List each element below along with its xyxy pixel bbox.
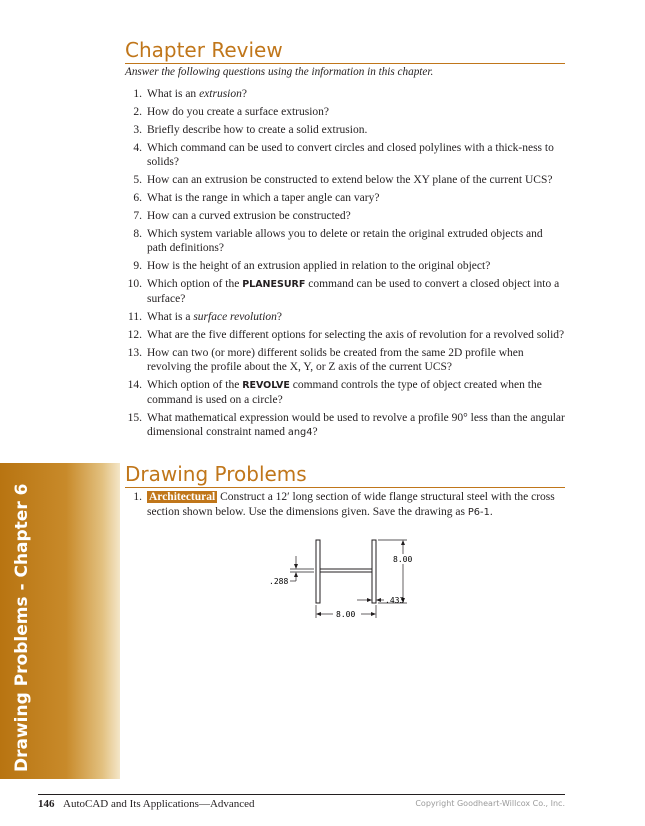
- dim-web-label: .288: [269, 577, 289, 586]
- review-instructions: Answer the following questions using the information in this chapter.: [125, 66, 434, 78]
- dim-height-label: 8.00: [393, 555, 413, 564]
- footer-divider: [38, 794, 565, 795]
- left-flange: [316, 540, 320, 603]
- web: [320, 569, 372, 572]
- question-15: 15. What mathematical expression would be used to revolve a profile 90° less than the angular dimensional constraint named ang4?: [127, 411, 565, 439]
- question-13: 13. How can two (or more) different solids be created from the same 2D profile when revolving the profile about the X, Y, or Z axis of the current UCS?: [127, 346, 524, 373]
- question-14: 14. Which option of the REVOLVE command controls the type of object created when the command is used on a circle?: [127, 378, 542, 407]
- question-9: 9. How is the height of an extrusion applied in relation to the original object?: [133, 259, 491, 272]
- question-5: 5. How can an extrusion be constructed to extend below the XY plane of the current UCS?: [133, 173, 553, 186]
- page-number: 146: [38, 798, 55, 810]
- copyright-notice: Copyright Goodheart-Willcox Co., Inc.: [415, 799, 565, 808]
- drawing-problem-list: [125, 490, 565, 520]
- question-7: 7. How can a curved extrusion be constructed?: [133, 209, 351, 222]
- dim-flange-label: .433: [385, 596, 405, 605]
- book-title: AutoCAD and Its Applications—Advanced: [63, 798, 255, 810]
- chapter-review-heading: Chapter Review: [125, 38, 565, 64]
- question-12: 12. What are the five different options for selecting the axis of revolution for a revolved solid?: [127, 328, 565, 341]
- question-1: 1. What is an extrusion?: [133, 88, 247, 100]
- dim-width-label: 8.00: [336, 610, 356, 618]
- question-11: 11. What is a surface revolution?: [128, 310, 282, 323]
- question-10: 10. Which option of the PLANESURF command can be used to convert a closed object into a surface?: [127, 277, 560, 305]
- architectural-badge: Architectural: [149, 491, 216, 503]
- wide-flange-cross-section-figure: [265, 538, 425, 618]
- review-question-list: [125, 87, 565, 444]
- question-3: 3. Briefly describe how to create a solid extrusion.: [133, 123, 368, 136]
- side-tab-label: Drawing Problems - Chapter 6: [12, 483, 32, 772]
- question-6: 6. What is the range in which a taper angle can vary?: [133, 191, 380, 204]
- problem-1: 1. Architectural Construct a 12′ long section of wide flange structural steel with the cross section shown below. Use the dimensions given. Save the drawing as P6-1.: [133, 491, 555, 518]
- question-8: 8. Which system variable allows you to delete or retain the original extruded objects and path definitions?: [133, 227, 543, 254]
- drawing-problems-heading: Drawing Problems: [125, 462, 565, 488]
- question-2: 2. How do you create a surface extrusion?: [133, 105, 330, 118]
- right-flange: [372, 540, 376, 603]
- question-4: 4. Which command can be used to convert circles and closed polylines with a thick-ness to solids?: [133, 141, 554, 168]
